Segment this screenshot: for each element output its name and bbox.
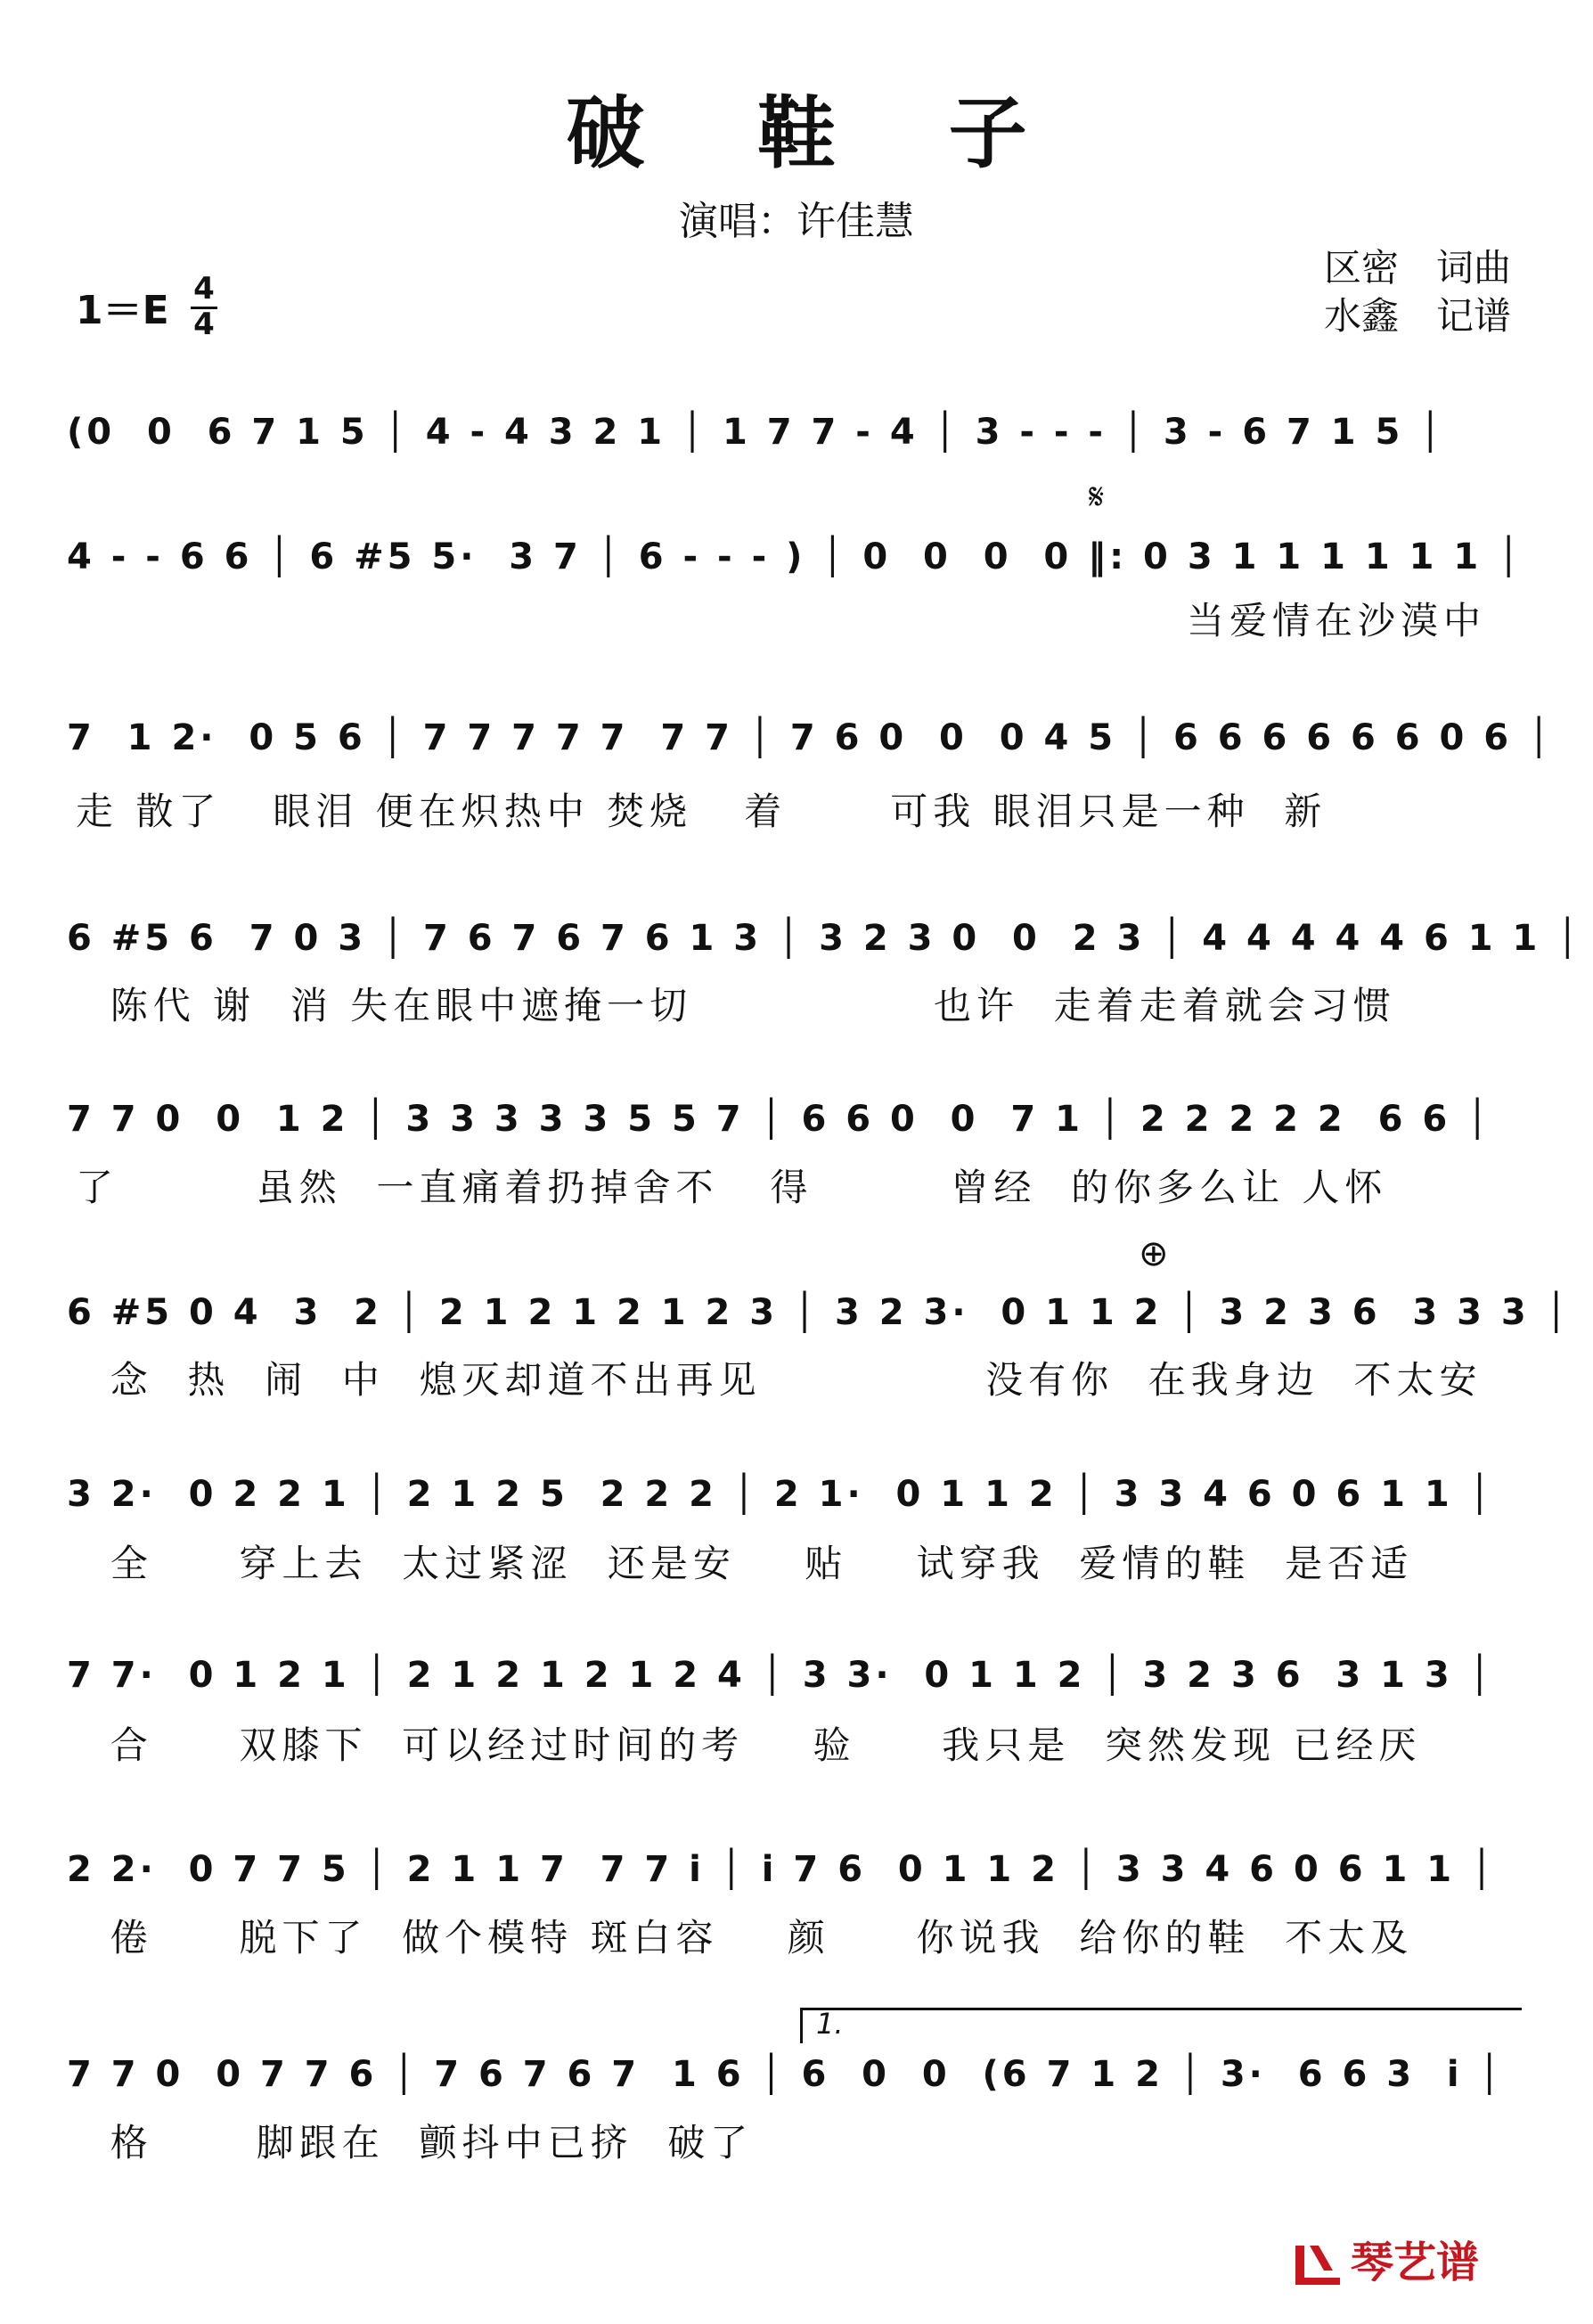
- lyrics-row-7: 全 穿上去 太过紧涩 还是安 贴 试穿我 爱情的鞋 是否适: [76, 1542, 1414, 1585]
- lyrics-row-9: 倦 脱下了 做个模特 斑白容 颜 你说我 给你的鞋 不太及: [76, 1916, 1414, 1960]
- notation-row-1: (0 0 6 7 1 5 │ 4 - 4 3 2 1 │ 1 7 7 - 4 │ 3 - - - │ 3 - 6 7 1 5 │: [67, 412, 1445, 453]
- time-signature-bottom: 4: [193, 307, 215, 342]
- transcriber-credit: 水鑫 记谱: [1323, 294, 1511, 338]
- notation-row-8: 7 7· 0 1 2 1 │ 2 1 2 1 2 1 2 4 │ 3 3· 0 1 1 2 │ 3 2 3 6 3 1 3 │: [67, 1655, 1494, 1696]
- site-logo: [1292, 2228, 1479, 2289]
- lyrics-row-10: 格 脚跟在 颤抖中已挤 破了: [76, 2121, 754, 2164]
- notation-row-2: 4 - - 6 6 │ 6 #5 5· 3 7 │ 6 - - - ) │ 0 0 0 0 ‖: 0 3 1 1 1 1 1 1 │: [67, 536, 1524, 577]
- key-signature: 1＝E: [76, 288, 169, 333]
- notation-row-5: 7 7 0 0 1 2 │ 3 3 3 3 3 5 5 7 │ 6 6 0 0 7 1 │ 2 2 2 2 2 6 6 │: [67, 1099, 1492, 1140]
- volta-bracket-edge: [800, 2008, 803, 2043]
- notation-row-3: 7 1 2· 0 5 6 │ 7 7 7 7 7 7 7 │ 7 6 0 0 0 4 5 │ 6 6 6 6 6 6 0 6 │: [67, 717, 1554, 758]
- lyrics-row-3: 走 散了 眼泪 便在炽热中 焚烧 着 可我 眼泪只是一种 新: [76, 790, 1328, 833]
- logo-text: 琴艺谱: [1350, 2238, 1479, 2287]
- time-signature-top: 4: [193, 271, 215, 307]
- lyrics-row-5: 了 虽然 一直痛着扔掉舍不 得 曾经 的你多么让 人怀: [76, 1166, 1388, 1209]
- piano-key-icon: [1292, 2242, 1344, 2288]
- notation-row-10: 7 7 0 0 7 7 6 │ 7 6 7 6 7 1 6 │ 6 0 0 (6 7 1 2 │ 3· 6 6 3 i │: [67, 2054, 1504, 2095]
- notation-row-4: 6 #5 6 7 0 3 │ 7 6 7 6 7 6 1 3 │ 3 2 3 0 0 2 3 │ 4 4 4 4 4 6 1 1 │: [67, 918, 1582, 959]
- notation-row-6: 6 #5 0 4 3 2 │ 2 1 2 1 2 1 2 3 │ 3 2 3· 0 1 1 2 │ 3 2 3 6 3 3 3 │: [67, 1292, 1571, 1333]
- lyrics-row-2: 当爱情在沙漠中: [1187, 599, 1487, 642]
- notation-row-7: 3 2· 0 2 2 1 │ 2 1 2 5 2 2 2 │ 2 1· 0 1 1 2 │ 3 3 4 6 0 6 1 1 │: [67, 1474, 1494, 1515]
- lyrics-row-6: 念 热 闹 中 熄灭却道不出再见 没有你 在我身边 不太安: [76, 1358, 1483, 1402]
- volta-number: 1.: [816, 2007, 844, 2041]
- volta-bracket-line: [800, 2008, 1522, 2010]
- notation-row-9: 2 2· 0 7 7 5 │ 2 1 1 7 7 7 i │ i 7 6 0 1 1 2 │ 3 3 4 6 0 6 1 1 │: [67, 1849, 1497, 1890]
- lyrics-row-4: 陈代 谢 消 失在眼中遮掩一切 也许 走着走着就会习惯: [76, 984, 1396, 1027]
- lyricist-composer-credit: 区密 词曲: [1323, 246, 1511, 290]
- song-title: 破 鞋 子: [566, 86, 1070, 179]
- singer-credit: 演唱：许佳慧: [679, 199, 914, 244]
- lyrics-row-8: 合 双膝下 可以经过时间的考 验 我只是 突然发现 已经厌: [76, 1723, 1422, 1767]
- segno-mark: 𝄋: [1089, 477, 1105, 518]
- coda-mark: ⊕: [1139, 1233, 1169, 1274]
